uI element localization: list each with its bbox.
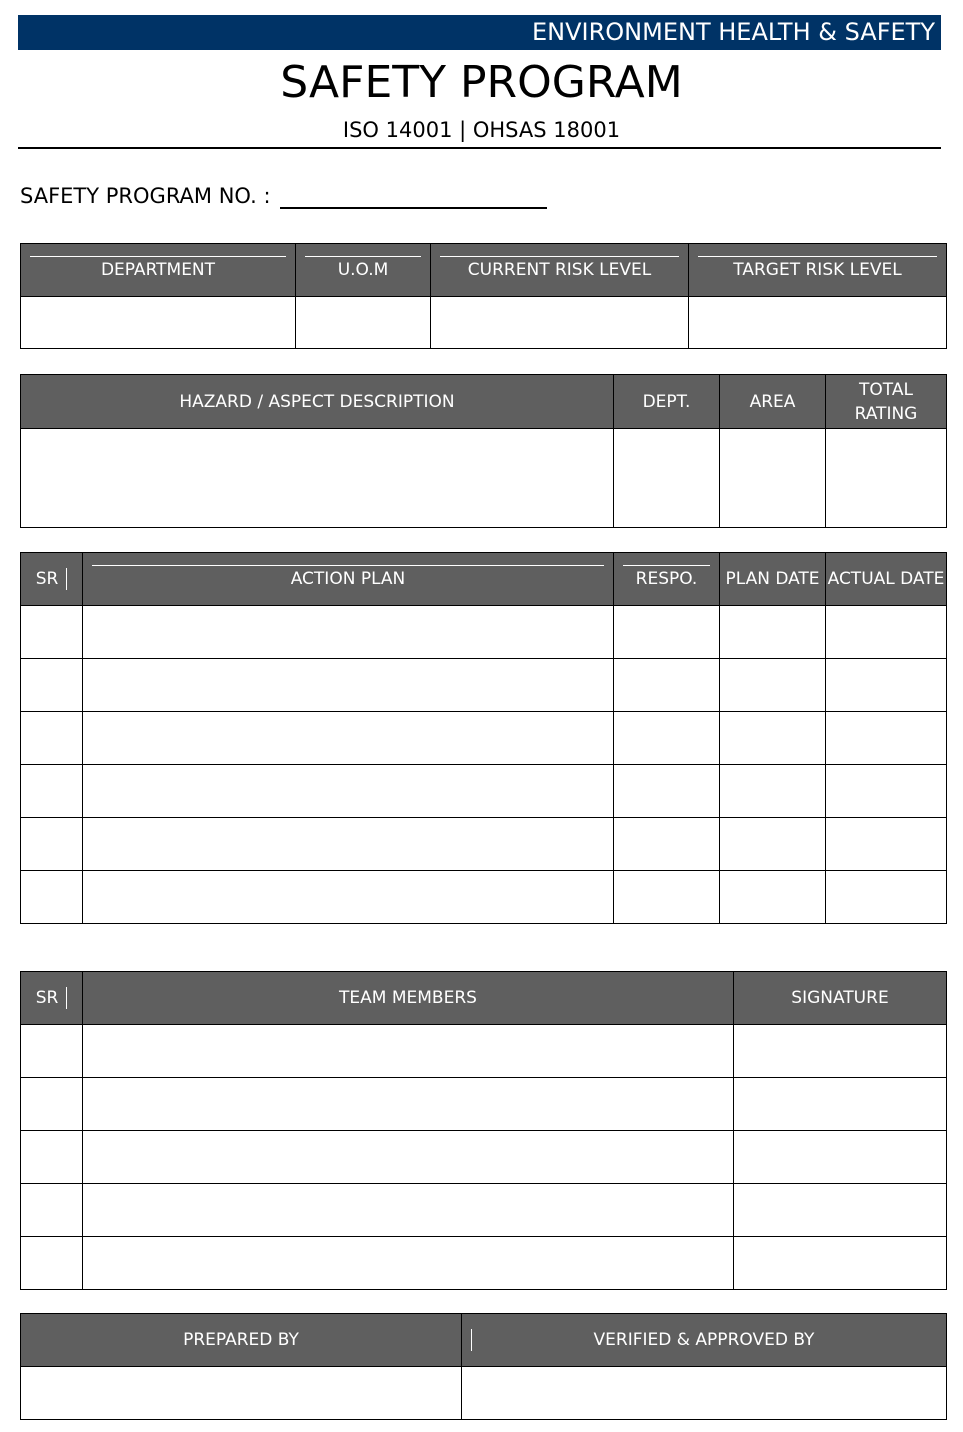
total-rating-cell[interactable] bbox=[826, 429, 947, 528]
action-plan-cell[interactable] bbox=[83, 659, 614, 712]
department-header: DEPARTMENT bbox=[21, 244, 296, 297]
signature-cell[interactable] bbox=[734, 1078, 947, 1131]
plan-date-cell[interactable] bbox=[720, 871, 826, 924]
team-member-cell[interactable] bbox=[83, 1184, 734, 1237]
signature-cell[interactable] bbox=[734, 1237, 947, 1290]
department-table bbox=[20, 243, 947, 349]
hazard-description-header: HAZARD / ASPECT DESCRIPTION bbox=[21, 375, 614, 429]
current-risk-level-header: CURRENT RISK LEVEL bbox=[431, 244, 689, 297]
signature-cell[interactable] bbox=[734, 1025, 947, 1078]
plan-date-cell[interactable] bbox=[720, 606, 826, 659]
department-cell[interactable] bbox=[21, 297, 296, 349]
header-separator bbox=[66, 987, 67, 1009]
table-row-sr[interactable] bbox=[21, 765, 83, 818]
action-plan-table bbox=[20, 552, 947, 924]
hazard-table bbox=[20, 374, 947, 528]
verified-approved-by-header bbox=[462, 1314, 947, 1367]
header-divider bbox=[18, 147, 941, 149]
plan-date-cell[interactable] bbox=[720, 818, 826, 871]
action-plan-cell[interactable] bbox=[83, 606, 614, 659]
action-plan-cell[interactable] bbox=[83, 712, 614, 765]
table-row-sr[interactable] bbox=[21, 818, 83, 871]
respo-cell[interactable] bbox=[614, 712, 720, 765]
respo-cell[interactable] bbox=[614, 606, 720, 659]
table-row-sr[interactable] bbox=[21, 712, 83, 765]
action-plan-cell[interactable] bbox=[83, 871, 614, 924]
prepared-by-header: PREPARED BY bbox=[21, 1314, 462, 1367]
table-row-sr[interactable] bbox=[21, 1237, 83, 1290]
action-plan-header: ACTION PLAN bbox=[83, 553, 614, 606]
plan-date-cell[interactable] bbox=[720, 765, 826, 818]
team-members-header: TEAM MEMBERS bbox=[83, 972, 734, 1025]
area-cell[interactable] bbox=[720, 429, 826, 528]
action-plan-cell[interactable] bbox=[83, 818, 614, 871]
program-no-field[interactable] bbox=[280, 207, 547, 209]
action-plan-cell[interactable] bbox=[83, 765, 614, 818]
table-row-sr[interactable] bbox=[21, 1078, 83, 1131]
area-header: AREA bbox=[720, 375, 826, 429]
sr-header-label: SR bbox=[35, 569, 59, 589]
plan-date-cell[interactable] bbox=[720, 712, 826, 765]
table-row-sr[interactable] bbox=[21, 1025, 83, 1078]
sr-header-label: SR bbox=[35, 988, 59, 1008]
signature-cell[interactable] bbox=[734, 1184, 947, 1237]
hazard-description-cell[interactable] bbox=[21, 429, 614, 528]
verified-approved-by-cell[interactable] bbox=[462, 1367, 947, 1420]
header-separator bbox=[66, 568, 67, 590]
uom-header: U.O.M bbox=[296, 244, 431, 297]
total-rating-header: TOTAL RATING bbox=[826, 375, 947, 429]
actual-date-cell[interactable] bbox=[826, 871, 947, 924]
plan-date-header: PLAN DATE bbox=[720, 553, 826, 606]
actual-date-cell[interactable] bbox=[826, 765, 947, 818]
team-member-cell[interactable] bbox=[83, 1025, 734, 1078]
sr-header bbox=[21, 553, 83, 606]
table-row-sr[interactable] bbox=[21, 1131, 83, 1184]
table-row-sr[interactable] bbox=[21, 871, 83, 924]
verified-approved-by-label: VERIFIED & APPROVED BY bbox=[593, 1330, 815, 1350]
team-member-cell[interactable] bbox=[83, 1131, 734, 1184]
actual-date-cell[interactable] bbox=[826, 818, 947, 871]
actual-date-cell[interactable] bbox=[826, 659, 947, 712]
signoff-table bbox=[20, 1313, 947, 1420]
signature-header: SIGNATURE bbox=[734, 972, 947, 1025]
page-title: SAFETY PROGRAM bbox=[280, 57, 683, 108]
page-subtitle: ISO 14001 | OHSAS 18001 bbox=[342, 118, 621, 142]
team-members-table bbox=[20, 971, 947, 1290]
program-no-label: SAFETY PROGRAM NO. : bbox=[20, 184, 271, 208]
uom-cell[interactable] bbox=[296, 297, 431, 349]
header-banner: ENVIRONMENT HEALTH & SAFETY bbox=[18, 15, 941, 50]
respo-header: RESPO. bbox=[614, 553, 720, 606]
respo-cell[interactable] bbox=[614, 765, 720, 818]
table-row-sr[interactable] bbox=[21, 659, 83, 712]
prepared-by-cell[interactable] bbox=[21, 1367, 462, 1420]
current-risk-level-cell[interactable] bbox=[431, 297, 689, 349]
target-risk-level-header: TARGET RISK LEVEL bbox=[689, 244, 947, 297]
signature-cell[interactable] bbox=[734, 1131, 947, 1184]
table-row-sr[interactable] bbox=[21, 606, 83, 659]
target-risk-level-cell[interactable] bbox=[689, 297, 947, 349]
team-member-cell[interactable] bbox=[83, 1237, 734, 1290]
header-separator bbox=[471, 1329, 472, 1351]
actual-date-header: ACTUAL DATE bbox=[826, 553, 947, 606]
dept-header: DEPT. bbox=[614, 375, 720, 429]
actual-date-cell[interactable] bbox=[826, 712, 947, 765]
dept-cell[interactable] bbox=[614, 429, 720, 528]
plan-date-cell[interactable] bbox=[720, 659, 826, 712]
respo-cell[interactable] bbox=[614, 871, 720, 924]
actual-date-cell[interactable] bbox=[826, 606, 947, 659]
sr-header bbox=[21, 972, 83, 1025]
team-member-cell[interactable] bbox=[83, 1078, 734, 1131]
respo-cell[interactable] bbox=[614, 659, 720, 712]
respo-cell[interactable] bbox=[614, 818, 720, 871]
table-row-sr[interactable] bbox=[21, 1184, 83, 1237]
